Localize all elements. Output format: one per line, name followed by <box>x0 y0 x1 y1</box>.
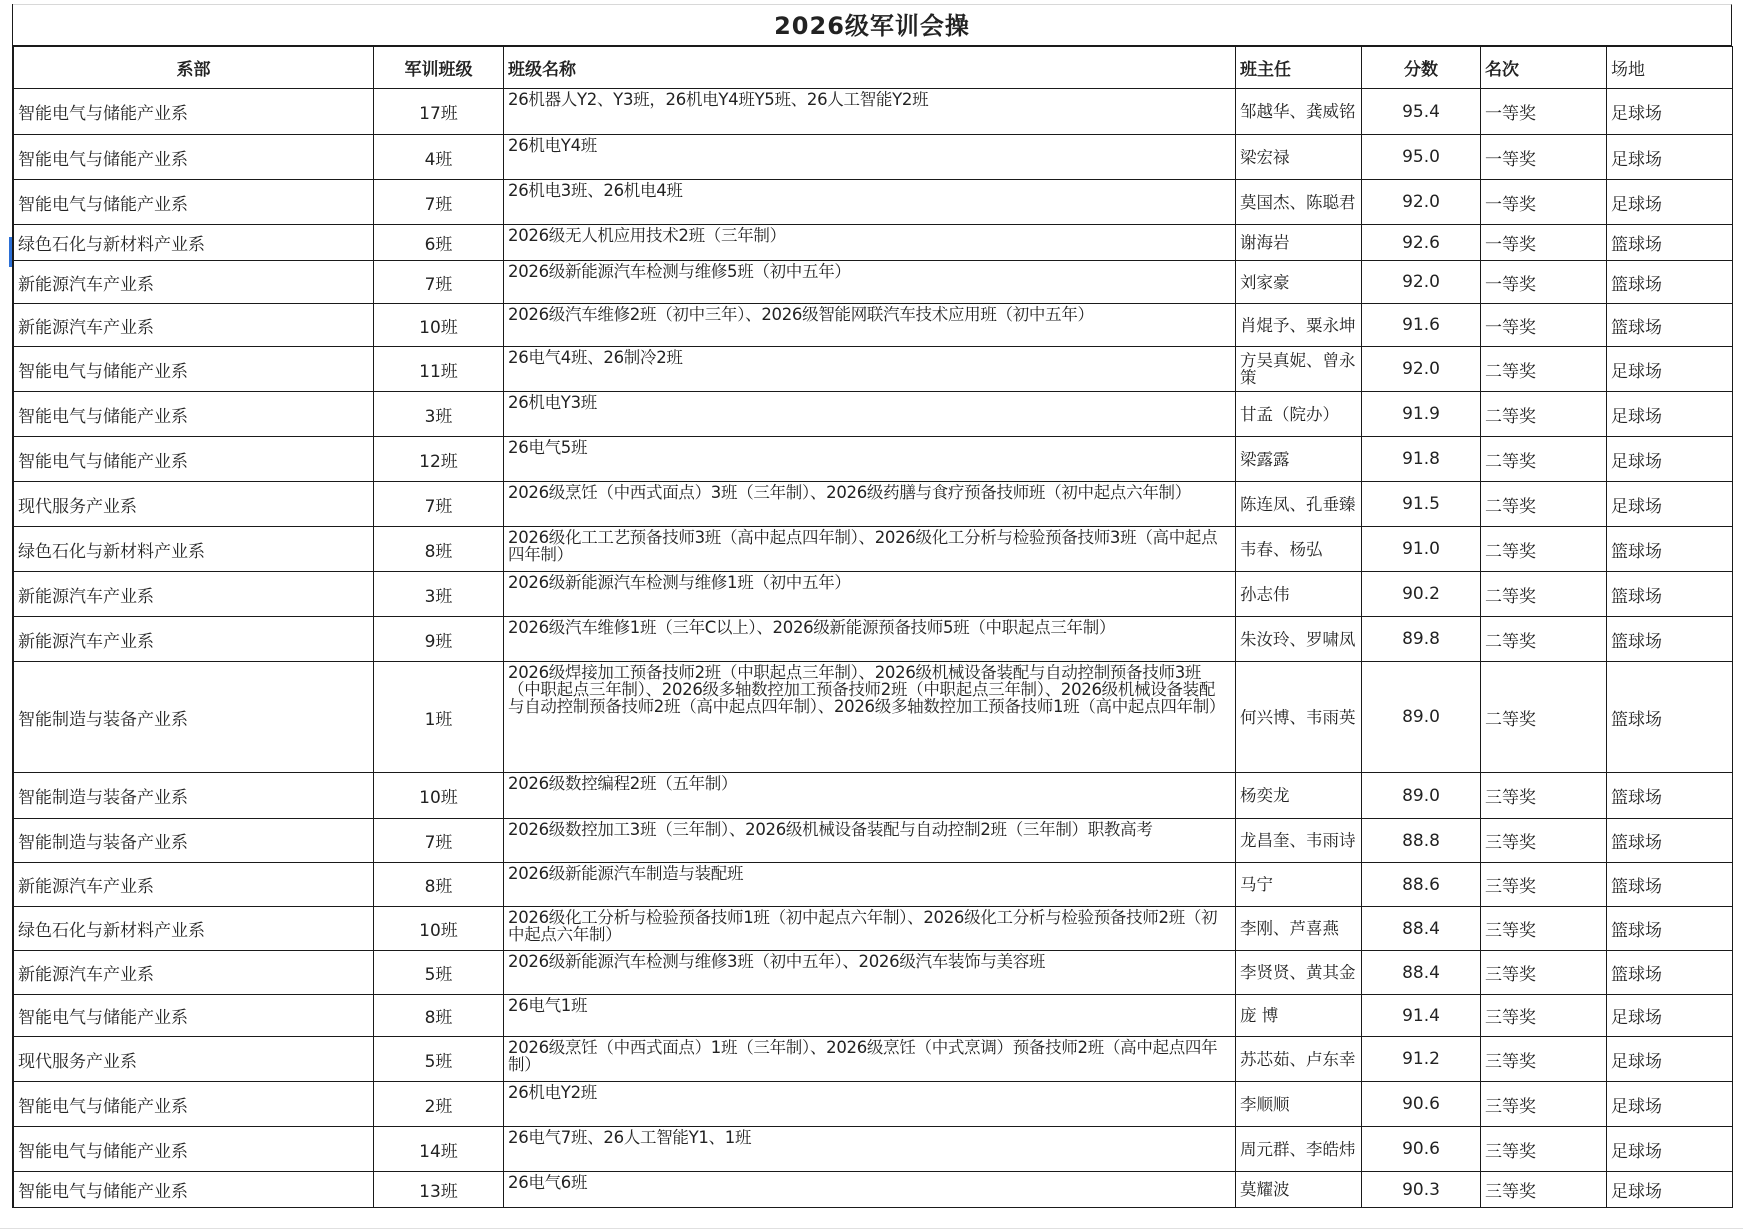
cell-venue[interactable]: 足球场 <box>1607 1127 1733 1172</box>
cell-training-class[interactable]: 7班 <box>374 261 504 304</box>
cell-score[interactable]: 95.4 <box>1362 89 1481 135</box>
cell-dept[interactable]: 新能源汽车产业系 <box>14 951 374 995</box>
cell-training-class[interactable]: 2班 <box>374 1082 504 1127</box>
cell-class-name[interactable]: 2026级新能源汽车检测与维修1班（初中五年） <box>504 572 1236 617</box>
cell-teacher[interactable]: 莫国杰、陈聪君 <box>1236 180 1362 225</box>
cell-teacher[interactable]: 马宁 <box>1236 863 1362 907</box>
cell-class-name[interactable]: 26电气7班、26人工智能Y1、1班 <box>504 1127 1236 1172</box>
table-row <box>14 392 1733 437</box>
cell-dept[interactable]: 智能制造与装备产业系 <box>14 662 374 773</box>
cell-score[interactable]: 90.6 <box>1362 1082 1481 1127</box>
table-row <box>14 1127 1733 1172</box>
cell-class-name[interactable]: 2026级化工工艺预备技师3班（高中起点四年制）、2026级化工分析与检验预备技师3班（高中起点四年制） <box>504 527 1236 572</box>
cell-class-name[interactable]: 26机器人Y2、Y3班，26机电Y4班Y5班、26人工智能Y2班 <box>504 89 1236 135</box>
cell-venue[interactable]: 足球场 <box>1607 89 1733 135</box>
cell-rank[interactable]: 二等奖 <box>1481 392 1607 437</box>
cell-score[interactable]: 89.0 <box>1362 662 1481 773</box>
cell-dept[interactable]: 新能源汽车产业系 <box>14 261 374 304</box>
cell-score[interactable]: 90.6 <box>1362 1127 1481 1172</box>
results-table <box>13 46 1733 1208</box>
cell-training-class[interactable]: 5班 <box>374 1037 504 1082</box>
cell-rank[interactable]: 三等奖 <box>1481 1127 1607 1172</box>
cell-venue[interactable]: 足球场 <box>1607 347 1733 392</box>
cell-training-class[interactable]: 7班 <box>374 482 504 527</box>
sheet-title[interactable]: 2026级军训会操 <box>13 4 1732 46</box>
cell-training-class[interactable]: 11班 <box>374 347 504 392</box>
cell-dept[interactable]: 新能源汽车产业系 <box>14 617 374 662</box>
cell-training-class[interactable]: 8班 <box>374 527 504 572</box>
cell-rank[interactable]: 二等奖 <box>1481 482 1607 527</box>
table-row <box>14 1172 1733 1208</box>
cell-training-class[interactable]: 5班 <box>374 951 504 995</box>
cell-venue[interactable]: 篮球场 <box>1607 907 1733 951</box>
cell-venue[interactable]: 篮球场 <box>1607 773 1733 819</box>
cell-score[interactable]: 89.8 <box>1362 617 1481 662</box>
cell-venue[interactable]: 篮球场 <box>1607 225 1733 261</box>
cell-rank[interactable]: 三等奖 <box>1481 951 1607 995</box>
cell-rank[interactable]: 二等奖 <box>1481 347 1607 392</box>
cell-training-class[interactable]: 17班 <box>374 89 504 135</box>
cell-teacher[interactable]: 梁露露 <box>1236 437 1362 482</box>
cell-venue[interactable]: 篮球场 <box>1607 863 1733 907</box>
cell-score[interactable]: 91.5 <box>1362 482 1481 527</box>
cell-teacher[interactable]: 刘家豪 <box>1236 261 1362 304</box>
cell-class-name[interactable]: 2026级烹饪（中西式面点）1班（三年制）、2026级烹饪（中式烹调）预备技师2班（高中起点四年制） <box>504 1037 1236 1082</box>
cell-class-name[interactable]: 26电气4班、26制冷2班 <box>504 347 1236 392</box>
cell-dept[interactable]: 现代服务产业系 <box>14 1037 374 1082</box>
table-row <box>14 863 1733 907</box>
cell-teacher[interactable]: 甘孟（院办） <box>1236 392 1362 437</box>
header-score[interactable]: 分数 <box>1362 47 1481 89</box>
cell-score[interactable]: 92.0 <box>1362 261 1481 304</box>
cell-rank[interactable]: 三等奖 <box>1481 773 1607 819</box>
cell-teacher[interactable]: 陈连凤、孔垂臻 <box>1236 482 1362 527</box>
cell-teacher[interactable]: 周元群、李皓炜 <box>1236 1127 1362 1172</box>
table-row <box>14 572 1733 617</box>
cell-score[interactable]: 88.6 <box>1362 863 1481 907</box>
cell-rank[interactable]: 一等奖 <box>1481 89 1607 135</box>
cell-dept[interactable]: 绿色石化与新材料产业系 <box>14 527 374 572</box>
cell-rank[interactable]: 二等奖 <box>1481 617 1607 662</box>
cell-score[interactable]: 90.2 <box>1362 572 1481 617</box>
table-row <box>14 907 1733 951</box>
cell-score[interactable]: 92.0 <box>1362 347 1481 392</box>
header-row <box>14 47 1733 89</box>
spreadsheet <box>12 4 1732 1208</box>
cell-teacher[interactable]: 韦春、杨弘 <box>1236 527 1362 572</box>
cell-score[interactable]: 91.2 <box>1362 1037 1481 1082</box>
cell-training-class[interactable]: 8班 <box>374 995 504 1037</box>
cell-training-class[interactable]: 10班 <box>374 304 504 347</box>
cell-score[interactable]: 89.0 <box>1362 773 1481 819</box>
cell-score[interactable]: 88.8 <box>1362 819 1481 863</box>
table-row <box>14 304 1733 347</box>
cell-venue[interactable]: 篮球场 <box>1607 662 1733 773</box>
cell-teacher[interactable]: 莫耀波 <box>1236 1172 1362 1208</box>
cell-rank[interactable]: 一等奖 <box>1481 225 1607 261</box>
cell-dept[interactable]: 智能电气与储能产业系 <box>14 392 374 437</box>
cell-dept[interactable]: 新能源汽车产业系 <box>14 304 374 347</box>
cell-venue[interactable]: 足球场 <box>1607 482 1733 527</box>
cell-rank[interactable]: 三等奖 <box>1481 1037 1607 1082</box>
cell-score[interactable]: 90.3 <box>1362 1172 1481 1208</box>
table-body <box>14 89 1733 1208</box>
cell-venue[interactable]: 足球场 <box>1607 135 1733 180</box>
header-dept[interactable]: 系部 <box>14 47 374 89</box>
cell-class-name[interactable]: 26机电Y3班 <box>504 392 1236 437</box>
cell-rank[interactable]: 二等奖 <box>1481 437 1607 482</box>
cell-rank[interactable]: 三等奖 <box>1481 1082 1607 1127</box>
cell-training-class[interactable]: 4班 <box>374 135 504 180</box>
cell-dept[interactable]: 新能源汽车产业系 <box>14 572 374 617</box>
cell-class-name[interactable]: 26电气5班 <box>504 437 1236 482</box>
cell-venue[interactable]: 篮球场 <box>1607 819 1733 863</box>
table-row <box>14 1037 1733 1082</box>
cell-venue[interactable]: 足球场 <box>1607 1037 1733 1082</box>
cell-venue[interactable]: 足球场 <box>1607 1172 1733 1208</box>
cell-dept[interactable]: 智能制造与装备产业系 <box>14 819 374 863</box>
cell-rank[interactable]: 三等奖 <box>1481 907 1607 951</box>
cell-class-name[interactable]: 2026级数控编程2班（五年制） <box>504 773 1236 819</box>
cell-dept[interactable]: 智能电气与储能产业系 <box>14 1127 374 1172</box>
cell-dept[interactable]: 智能电气与储能产业系 <box>14 995 374 1037</box>
cell-training-class[interactable]: 8班 <box>374 863 504 907</box>
cell-teacher[interactable]: 肖焜予、粟永坤 <box>1236 304 1362 347</box>
cell-teacher[interactable]: 方吴真妮、曾永策 <box>1236 347 1362 392</box>
cell-venue[interactable]: 篮球场 <box>1607 572 1733 617</box>
cell-rank[interactable]: 三等奖 <box>1481 863 1607 907</box>
table-row <box>14 1082 1733 1127</box>
cell-class-name[interactable]: 2026级新能源汽车制造与装配班 <box>504 863 1236 907</box>
cell-dept[interactable]: 智能电气与储能产业系 <box>14 347 374 392</box>
table-row <box>14 89 1733 135</box>
cell-dept[interactable]: 智能电气与储能产业系 <box>14 89 374 135</box>
table-row <box>14 261 1733 304</box>
table-row <box>14 773 1733 819</box>
cell-teacher[interactable]: 李刚、芦喜燕 <box>1236 907 1362 951</box>
cell-teacher[interactable]: 李贤贤、黄其金 <box>1236 951 1362 995</box>
header-venue[interactable]: 场地 <box>1607 47 1733 89</box>
cell-score[interactable]: 91.9 <box>1362 392 1481 437</box>
cell-class-name[interactable]: 2026级新能源汽车检测与维修3班（初中五年）、2026级汽车装饰与美容班 <box>504 951 1236 995</box>
cell-training-class[interactable]: 10班 <box>374 907 504 951</box>
cell-venue[interactable]: 足球场 <box>1607 995 1733 1037</box>
cell-teacher[interactable]: 邹越华、龚威铭 <box>1236 89 1362 135</box>
cell-teacher[interactable]: 龙昌奎、韦雨诗 <box>1236 819 1362 863</box>
table-row <box>14 347 1733 392</box>
cell-class-name[interactable]: 2026级无人机应用技术2班（三年制） <box>504 225 1236 261</box>
cell-training-class[interactable]: 1班 <box>374 662 504 773</box>
cell-score[interactable]: 88.4 <box>1362 907 1481 951</box>
cell-teacher[interactable]: 何兴博、韦雨英 <box>1236 662 1362 773</box>
cell-dept[interactable]: 现代服务产业系 <box>14 482 374 527</box>
cell-rank[interactable]: 一等奖 <box>1481 304 1607 347</box>
cell-teacher[interactable]: 李顺顺 <box>1236 1082 1362 1127</box>
cell-venue[interactable]: 足球场 <box>1607 180 1733 225</box>
cell-class-name[interactable]: 26电气6班 <box>504 1172 1236 1208</box>
cell-dept[interactable]: 智能电气与储能产业系 <box>14 437 374 482</box>
cell-venue[interactable]: 足球场 <box>1607 437 1733 482</box>
cell-training-class[interactable]: 13班 <box>374 1172 504 1208</box>
cell-training-class[interactable]: 10班 <box>374 773 504 819</box>
header-teacher[interactable]: 班主任 <box>1236 47 1362 89</box>
header-training-class[interactable]: 军训班级 <box>374 47 504 89</box>
cell-rank[interactable]: 二等奖 <box>1481 662 1607 773</box>
cell-dept[interactable]: 智能制造与装备产业系 <box>14 773 374 819</box>
cell-dept[interactable]: 新能源汽车产业系 <box>14 863 374 907</box>
cell-rank[interactable]: 一等奖 <box>1481 261 1607 304</box>
cell-teacher[interactable]: 苏芯茹、卢东幸 <box>1236 1037 1362 1082</box>
cell-rank[interactable]: 二等奖 <box>1481 527 1607 572</box>
cell-venue[interactable]: 篮球场 <box>1607 617 1733 662</box>
cell-score[interactable]: 91.4 <box>1362 995 1481 1037</box>
cell-score[interactable]: 95.0 <box>1362 135 1481 180</box>
cell-teacher[interactable]: 梁宏禄 <box>1236 135 1362 180</box>
cell-training-class[interactable]: 6班 <box>374 225 504 261</box>
cell-training-class[interactable]: 12班 <box>374 437 504 482</box>
table-row <box>14 180 1733 225</box>
cell-class-name[interactable]: 2026级汽车维修2班（初中三年）、2026级智能网联汽车技术应用班（初中五年） <box>504 304 1236 347</box>
cell-dept[interactable]: 智能电气与储能产业系 <box>14 135 374 180</box>
cell-class-name[interactable]: 2026级新能源汽车检测与维修5班（初中五年） <box>504 261 1236 304</box>
cell-class-name[interactable]: 2026级汽车维修1班（三年C以上）、2026级新能源预备技师5班（中职起点三年制） <box>504 617 1236 662</box>
cell-score[interactable]: 92.0 <box>1362 180 1481 225</box>
cell-venue[interactable]: 篮球场 <box>1607 527 1733 572</box>
cell-dept[interactable]: 绿色石化与新材料产业系 <box>14 907 374 951</box>
cell-teacher[interactable]: 杨奕龙 <box>1236 773 1362 819</box>
cell-training-class[interactable]: 7班 <box>374 180 504 225</box>
cell-teacher[interactable]: 孙志伟 <box>1236 572 1362 617</box>
table-row <box>14 437 1733 482</box>
table-row <box>14 482 1733 527</box>
cell-dept[interactable]: 智能电气与储能产业系 <box>14 180 374 225</box>
cell-rank[interactable]: 一等奖 <box>1481 180 1607 225</box>
cell-dept[interactable]: 智能电气与储能产业系 <box>14 1082 374 1127</box>
cell-class-name[interactable]: 2026级焊接加工预备技师2班（中职起点三年制）、2026级机械设备装配与自动控制预备技师3班（中职起点三年制）、2026级多轴数控加工预备技师2班（中职起点三年制）、2026级机械设备装配与自动控制预备技师2班（高中起点四年制）、2026级多轴数控加工预备技师1班（高中起点四年制） <box>504 662 1236 773</box>
cell-rank[interactable]: 三等奖 <box>1481 1172 1607 1208</box>
cell-class-name[interactable]: 2026级化工分析与检验预备技师1班（初中起点六年制）、2026级化工分析与检验预备技师2班（初中起点六年制） <box>504 907 1236 951</box>
cell-dept[interactable]: 智能电气与储能产业系 <box>14 1172 374 1208</box>
cell-rank[interactable]: 一等奖 <box>1481 135 1607 180</box>
table-row <box>14 951 1733 995</box>
cell-class-name[interactable]: 26机电3班、26机电4班 <box>504 180 1236 225</box>
cell-teacher[interactable]: 谢海岩 <box>1236 225 1362 261</box>
table-row <box>14 662 1733 773</box>
cell-teacher[interactable]: 朱汝玲、罗啸凤 <box>1236 617 1362 662</box>
cell-class-name[interactable]: 2026级数控加工3班（三年制）、2026级机械设备装配与自动控制2班（三年制）职教高考 <box>504 819 1236 863</box>
cell-dept[interactable]: 绿色石化与新材料产业系 <box>14 225 374 261</box>
cell-venue[interactable]: 篮球场 <box>1607 304 1733 347</box>
cell-training-class[interactable]: 3班 <box>374 572 504 617</box>
cell-class-name[interactable]: 26机电Y2班 <box>504 1082 1236 1127</box>
cell-training-class[interactable]: 3班 <box>374 392 504 437</box>
cell-rank[interactable]: 三等奖 <box>1481 995 1607 1037</box>
table-row <box>14 819 1733 863</box>
cell-score[interactable]: 91.6 <box>1362 304 1481 347</box>
cell-venue[interactable]: 足球场 <box>1607 392 1733 437</box>
cell-venue[interactable]: 足球场 <box>1607 1082 1733 1127</box>
table-row <box>14 225 1733 261</box>
cell-training-class[interactable]: 14班 <box>374 1127 504 1172</box>
cell-score[interactable]: 91.8 <box>1362 437 1481 482</box>
cell-class-name[interactable]: 26机电Y4班 <box>504 135 1236 180</box>
header-rank[interactable]: 名次 <box>1481 47 1607 89</box>
table-row <box>14 135 1733 180</box>
cell-score[interactable]: 91.0 <box>1362 527 1481 572</box>
cell-score[interactable]: 92.6 <box>1362 225 1481 261</box>
cell-training-class[interactable]: 9班 <box>374 617 504 662</box>
cell-venue[interactable]: 篮球场 <box>1607 951 1733 995</box>
cell-score[interactable]: 88.4 <box>1362 951 1481 995</box>
cell-venue[interactable]: 篮球场 <box>1607 261 1733 304</box>
table-row <box>14 527 1733 572</box>
header-class-name[interactable]: 班级名称 <box>504 47 1236 89</box>
cell-teacher[interactable]: 庞 博 <box>1236 995 1362 1037</box>
cell-class-name[interactable]: 26电气1班 <box>504 995 1236 1037</box>
table-row <box>14 995 1733 1037</box>
sheet-bottom-gridline <box>0 1228 1743 1229</box>
cell-rank[interactable]: 二等奖 <box>1481 572 1607 617</box>
cell-class-name[interactable]: 2026级烹饪（中西式面点）3班（三年制）、2026级药膳与食疗预备技师班（初中起点六年制） <box>504 482 1236 527</box>
cell-training-class[interactable]: 7班 <box>374 819 504 863</box>
cell-rank[interactable]: 三等奖 <box>1481 819 1607 863</box>
table-row <box>14 617 1733 662</box>
